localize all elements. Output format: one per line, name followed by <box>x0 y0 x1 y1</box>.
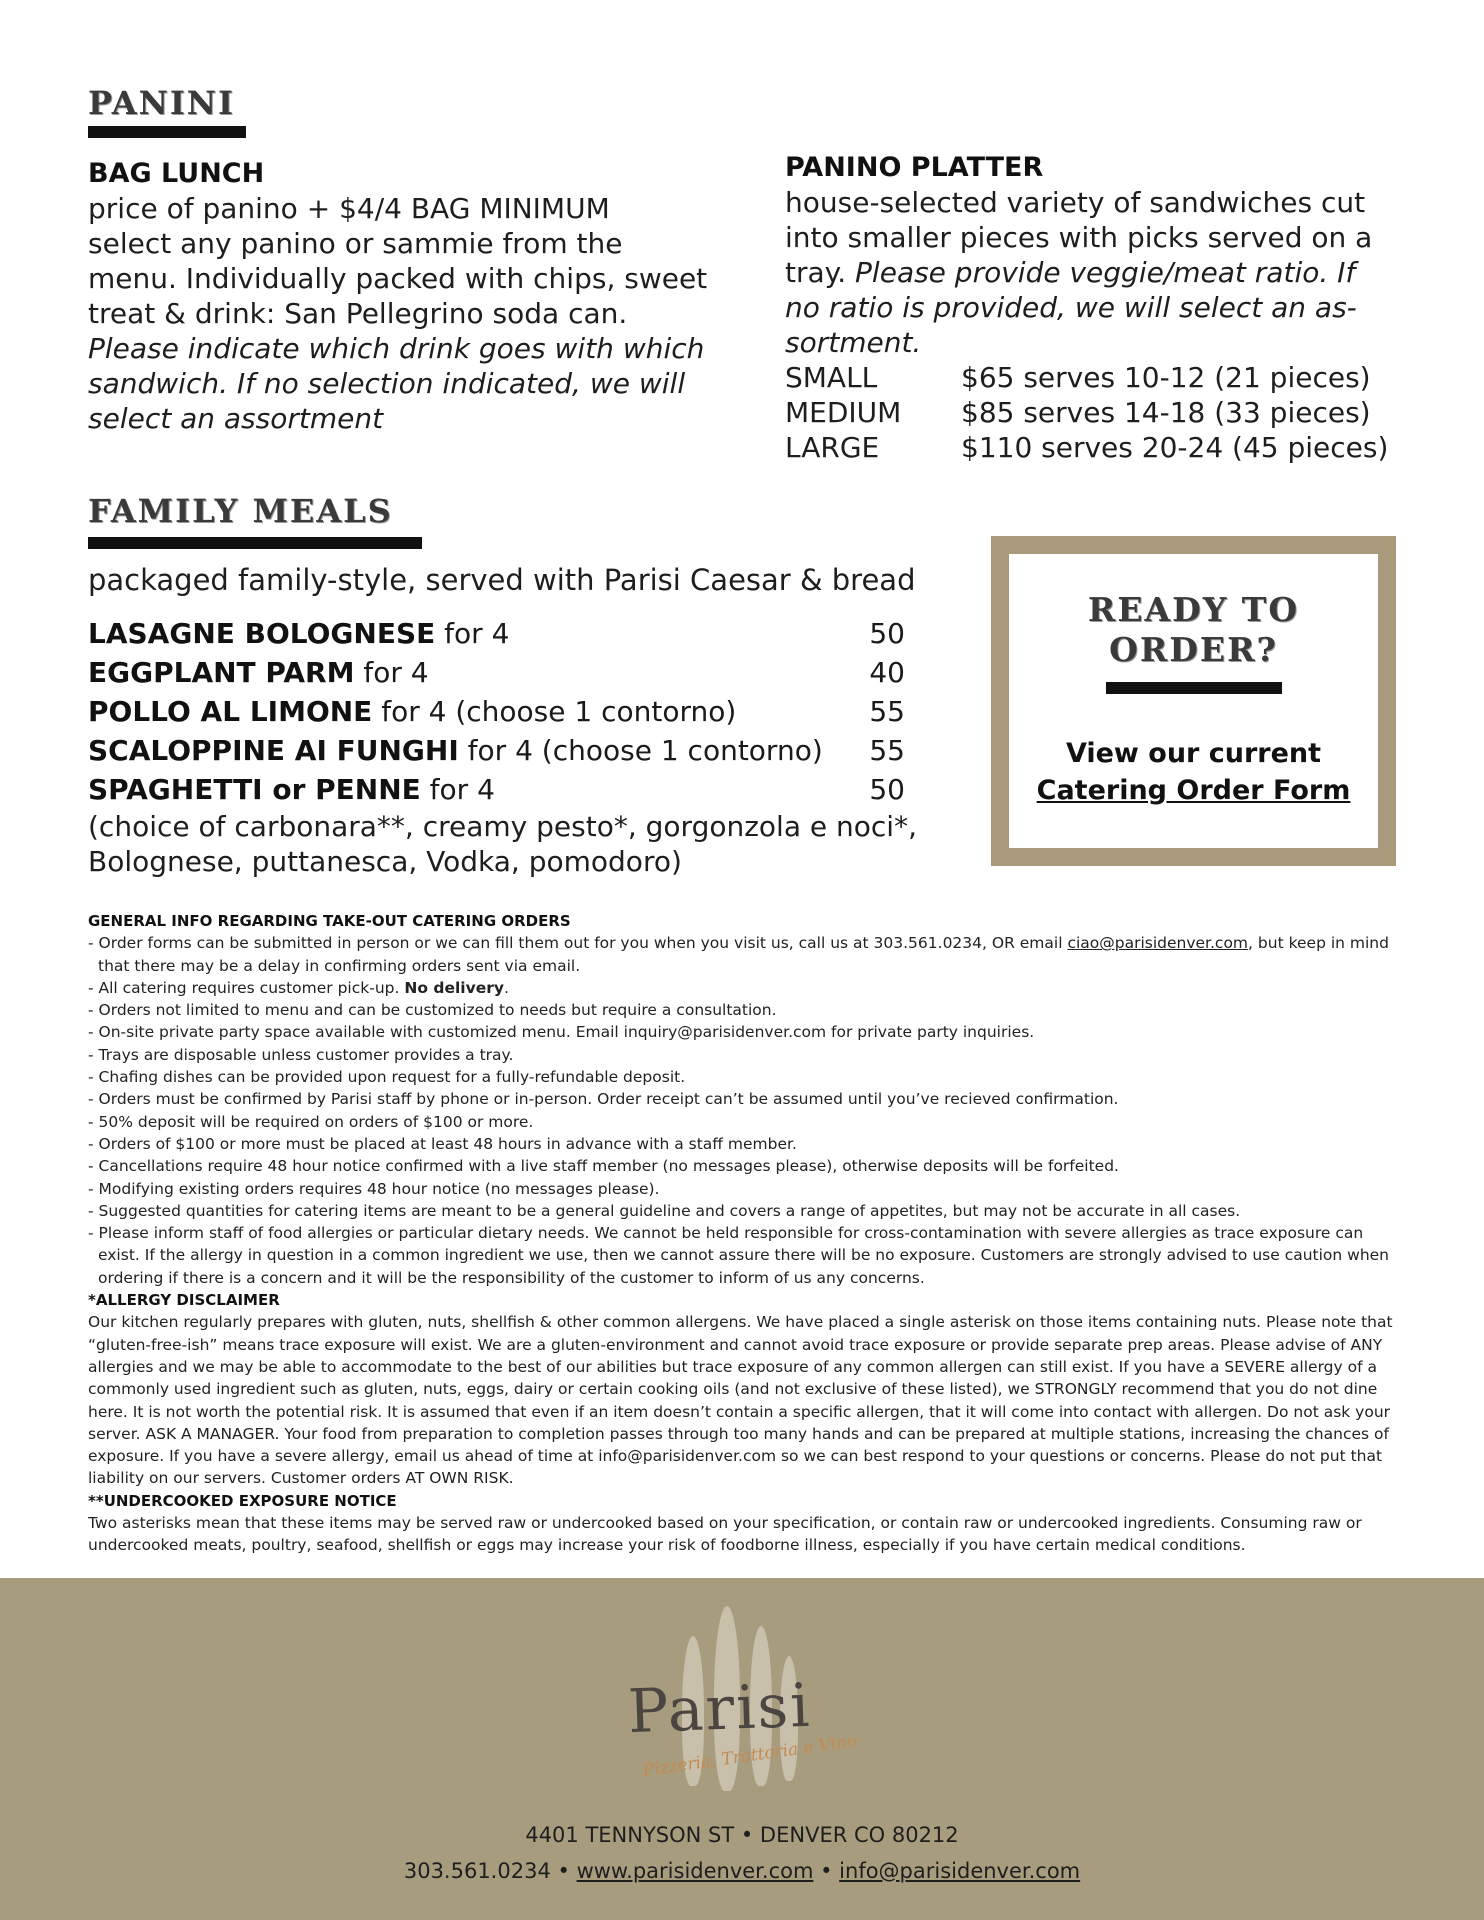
meal-price: 50 <box>869 773 905 806</box>
bag-lunch-section <box>88 156 708 436</box>
info-item: - 50% deposit will be required on orders of $100 or more. <box>88 1112 534 1131</box>
info-item: - Chafing dishes can be provided upon request for a fully-refundable deposit. <box>88 1068 686 1087</box>
meal-price: 55 <box>869 734 905 767</box>
ready-to-order-inner <box>1009 554 1378 848</box>
info-item-text: , but keep in mind that there may be a delay in confirming orders sent via email. <box>98 934 1389 975</box>
info-item: - On-site private party space available with customized menu. Email inquiry@parisidenver.com for private party inquiries. <box>88 1023 1035 1042</box>
email-link[interactable]: info@parisidenver.com <box>839 1859 1081 1883</box>
info-item: - Trays are disposable unless customer provides a tray. <box>88 1045 514 1064</box>
family-meals-heading: FAMILY MEALS <box>88 492 393 530</box>
size-label: LARGE <box>785 431 880 464</box>
info-item: - Orders not limited to menu and can be customized to needs but require a consultation. <box>88 1001 777 1020</box>
logo-tagline: Pizzeria, Trattoria e Vino <box>641 1731 859 1781</box>
meal-price: 40 <box>869 656 905 689</box>
no-delivery-text: No delivery <box>404 978 504 997</box>
platter-note: Please provide veggie/meat ratio. If no ratio is provided, we will select an as-sortment. <box>785 256 1357 359</box>
website-link[interactable]: www.parisidenver.com <box>576 1859 814 1883</box>
platter-title: PANINO PLATTER <box>785 152 1044 183</box>
undercooked-title: **UNDERCOOKED EXPOSURE NOTICE <box>88 1491 397 1510</box>
platter-desc <box>785 185 1390 360</box>
parisi-logo <box>620 1596 860 1796</box>
info-item: - Orders of $100 or more must be placed at least 48 hours in advance with a staff member. <box>88 1134 797 1153</box>
panini-heading: PANINI <box>88 84 235 122</box>
platter-sizes <box>785 360 1390 465</box>
meal-name: SCALOPPINE AI FUNGHI <box>88 734 459 767</box>
bag-lunch-note: Please indicate which drink goes with which sandwich. If no selection indicated, we will select an assortment <box>88 332 705 435</box>
meal-row <box>88 731 905 770</box>
order-cta-text: View our current <box>1065 738 1322 769</box>
size-label: MEDIUM <box>785 396 902 429</box>
footer <box>0 1578 1484 1920</box>
meal-name: SPAGHETTI or PENNE <box>88 773 421 806</box>
ready-to-order-box <box>991 536 1396 866</box>
info-item: - Orders must be confirmed by Parisi staff by phone or in-person. Order receipt can’t be assumed until you’ve recieved confirmation. <box>88 1090 1119 1109</box>
meal-detail: for 4 <box>435 617 510 650</box>
size-label: SMALL <box>785 361 878 394</box>
logo-wordmark: Parisi <box>626 1670 813 1748</box>
size-detail: $85 serves 14-18 (33 pieces) <box>961 396 1371 429</box>
meal-price: 55 <box>869 695 905 728</box>
bag-lunch-price: price of panino + $4/4 BAG MINIMUM <box>88 192 610 225</box>
meal-price: 50 <box>869 617 905 650</box>
family-meals-list <box>88 614 948 879</box>
info-item <box>88 977 1398 999</box>
meal-row <box>88 692 905 731</box>
family-meals-intro: packaged family-style, served with Parisi Caesar & bread <box>88 563 916 597</box>
panini-heading-bar <box>88 126 246 138</box>
meal-name: LASAGNE BOLOGNESE <box>88 617 436 650</box>
footer-separator: • <box>550 1859 577 1883</box>
platter-description: house-selected variety of sandwiches cut into smaller pieces with picks served on a tray. <box>785 186 1373 289</box>
footer-phone: 303.561.0234 <box>403 1859 551 1883</box>
meal-detail: for 4 <box>420 773 495 806</box>
info-item-text: - Order forms can be submitted in person or we can fill them out for you when you visit us, call us at 303.561.0234, OR email <box>88 934 1068 953</box>
meal-row <box>88 770 905 809</box>
bag-lunch-desc <box>88 226 708 436</box>
allergy-text: Our kitchen regularly prepares with gluten, nuts, shellfish & other common allergens. We have placed a single asterisk on those items containing nuts. Please note that “gluten-free-ish” means trace exposure will exist. We are a gluten-environment and cannot avoid trace exposure or provide separate prep areas. Please advise of ANY allergies and we may be able to accommodate to the best of our abilities but trace exposure of any common allergen can still exist. If you have a SEVERE allergy of a commonly used ingredient such as gluten, nuts, eggs, dairy or certain cooking oils (and not exclusive of these listed), we STRONGLY recommend that you do not dine here. It is not worth the potential risk. It is assumed that even if an item doesn’t contain a specific allergen, that it will come into contact with allergen. Do not ask your server. ASK A MANAGER. Your food from preparation to completion passes through too many hands and can be prepared at multiple stations, increasing the chances of exposure. If you have a severe allergy, email us ahead of time at info@parisidenver.com so we can best respond to your questions or concerns. Please do not put that liability on our servers. Customer orders AT OWN RISK. <box>88 1313 1393 1488</box>
catering-order-form-link[interactable]: Catering Order Form <box>1036 775 1351 806</box>
info-item: - Cancellations require 48 hour notice confirmed with a live staff member (no messages please), otherwise deposits will be forfeited. <box>88 1157 1119 1176</box>
general-info-title: GENERAL INFO REGARDING TAKE-OUT CATERING ORDERS <box>88 912 571 930</box>
meal-row <box>88 614 905 653</box>
general-info-section <box>88 910 1398 1557</box>
info-item <box>88 932 1398 977</box>
size-detail: $65 serves 10-12 (21 pieces) <box>961 361 1371 394</box>
ready-to-order-heading: READY TO ORDER? <box>1087 590 1300 669</box>
family-meals-heading-bar <box>88 537 422 549</box>
info-item: - Suggested quantities for catering items are meant to be a general guideline and covers a range of appetites, but may not be accurate in all cases. <box>88 1201 1241 1220</box>
footer-separator: • <box>813 1859 840 1883</box>
pasta-choice-note: (choice of carbonara**, creamy pesto*, gorgonzola e noci*, Bolognese, puttanesca, Vodka, pomodoro) <box>88 810 917 878</box>
meal-detail: for 4 (choose 1 contorno) <box>372 695 737 728</box>
footer-address: 4401 TENNYSON ST • DENVER CO 80212 <box>525 1823 959 1847</box>
panino-platter-section <box>785 150 1390 465</box>
bag-lunch-title: BAG LUNCH <box>88 158 265 189</box>
meal-detail: for 4 <box>354 656 429 689</box>
footer-contact <box>0 1859 1484 1883</box>
meal-row <box>88 653 905 692</box>
meal-name: POLLO AL LIMONE <box>88 695 373 728</box>
size-detail: $110 serves 20-24 (45 pieces) <box>961 431 1389 464</box>
ready-to-order-bar <box>1106 682 1282 694</box>
bag-lunch-description: select any panino or sammie from the menu. Individually packed with chips, sweet treat & drink: San Pellegrino soda can. <box>88 227 708 330</box>
undercooked-text: Two asterisks mean that these items may be served raw or undercooked based on your specification, or contain raw or undercooked ingredients. Consuming raw or undercooked meats, poultry, seafood, shellfish or eggs may increase your risk of foodborne illness, especially if you have certain medical conditions. <box>88 1514 1362 1555</box>
meal-detail: for 4 (choose 1 contorno) <box>458 734 823 767</box>
catering-email-link[interactable]: ciao@parisidenver.com <box>1067 934 1249 953</box>
info-item-text: . <box>503 978 509 997</box>
info-item: - Modifying existing orders requires 48 hour notice (no messages please). <box>88 1179 660 1198</box>
meal-name: EGGPLANT PARM <box>88 656 355 689</box>
info-item: - Please inform staff of food allergies or particular dietary needs. We cannot be held responsible for cross-contamination with severe allergies as trace exposure can exist. If the allergy in question in a common ingredient we use, then we cannot assure there will be no exposure. Customers are strongly advised to use caution when ordering if there is a concern and it will be the responsibility of the customer to inform of us any concerns. <box>88 1224 1390 1287</box>
allergy-title: *ALLERGY DISCLAIMER <box>88 1291 280 1310</box>
info-item-text: - All catering requires customer pick-up. <box>88 978 405 997</box>
